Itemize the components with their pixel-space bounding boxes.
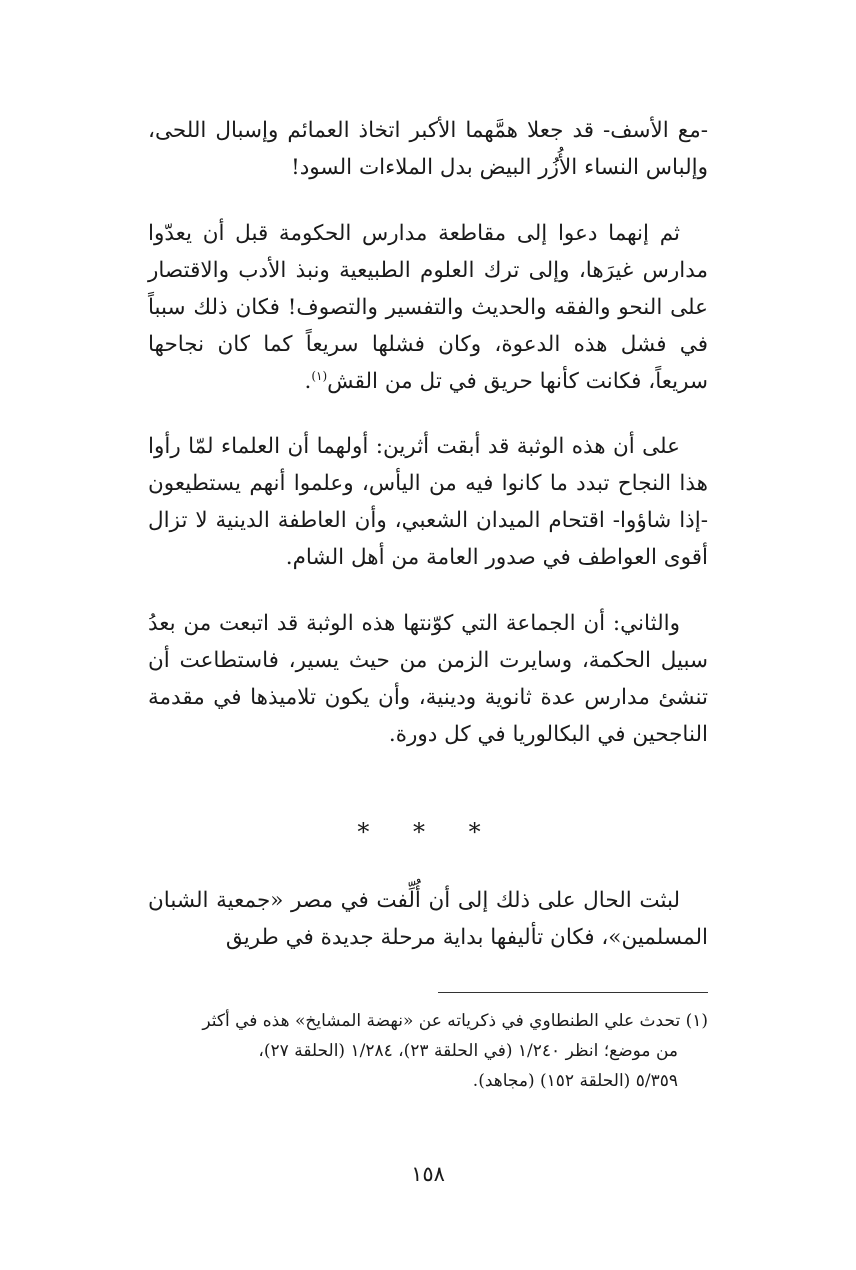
footnote	[148, 1006, 708, 1096]
footnote-marker[interactable]: (١)	[311, 368, 328, 383]
paragraph-3-text: على أن هذه الوثبة قد أبقت أثرين: أولهما أن العلماء لمّا رأوا هذا النجاح تبدد ما كانوا فيه من اليأس، وعلموا أنهم يستطيعون -إذا شاؤوا- اقتحام الميدان الشعبي، وأن العاطفة الدينية لا تزال أقوى العواطف في صدور العامة من أهل الشام.	[148, 434, 708, 570]
paragraph-3	[148, 428, 708, 576]
footnote-line-2: من موضع؛ انظر ١/٢٤٠ (في الحلقة ٢٣)، ١/٢٨٤ (الحلقة ٢٧)،	[258, 1041, 678, 1061]
page-number: ١٥٨	[411, 1162, 445, 1186]
paragraph-4	[148, 605, 708, 753]
paragraph-2-text: ثم إنهما دعوا إلى مقاطعة مدارس الحكومة قبل أن يعدّوا مدارس غيرَها، وإلى ترك العلوم الطبيعية ونبذ الأدب والاقتصار على النحو والفقه والحديث والتفسير والتصوف! فكان ذلك سبباً في فشل هذه الدعوة، وكان فشلها سريعاً كما كان نجاحها سريعاً، فكانت كأنها حريق في تل من القش	[148, 221, 708, 394]
footnote-line-1: (١) تحدث علي الطنطاوي في ذكرياته عن «نهضة المشايخ» هذه في أكثر	[202, 1011, 708, 1031]
paragraph-5	[148, 882, 708, 956]
paragraph-1	[148, 112, 708, 186]
paragraph-4-text: والثاني: أن الجماعة التي كوّنتها هذه الوثبة قد اتبعت من بعدُ سبيل الحكمة، وسايرت الزمن من حيث يسير، فاستطاعت أن تنشئ مدارس عدة ثانوية ودينية، وأن يكون تلاميذها في مقدمة الناجحين في البكالوريا في كل دورة.	[148, 611, 708, 747]
paragraph-2	[148, 215, 708, 400]
footnote-divider	[438, 992, 708, 993]
paragraph-5-text: لبثت الحال على ذلك إلى أن أُلِّفت في مصر «جمعية الشبان المسلمين»، فكان تأليفها بداية مرحلة جديدة في طريق	[148, 888, 708, 950]
footnote-line-3: ٥/٣٥٩ (الحلقة ١٥٢) (مجاهد).	[472, 1071, 678, 1091]
section-separator: * * *	[357, 818, 499, 846]
paragraph-1-text: -مع الأسف- قد جعلا همَّهما الأكبر اتخاذ العمائم وإسبال اللحى، وإلباس النساء الأُزُر البيض بدل الملاءات السود!	[148, 118, 708, 180]
paragraph-2-end: .	[304, 369, 312, 394]
